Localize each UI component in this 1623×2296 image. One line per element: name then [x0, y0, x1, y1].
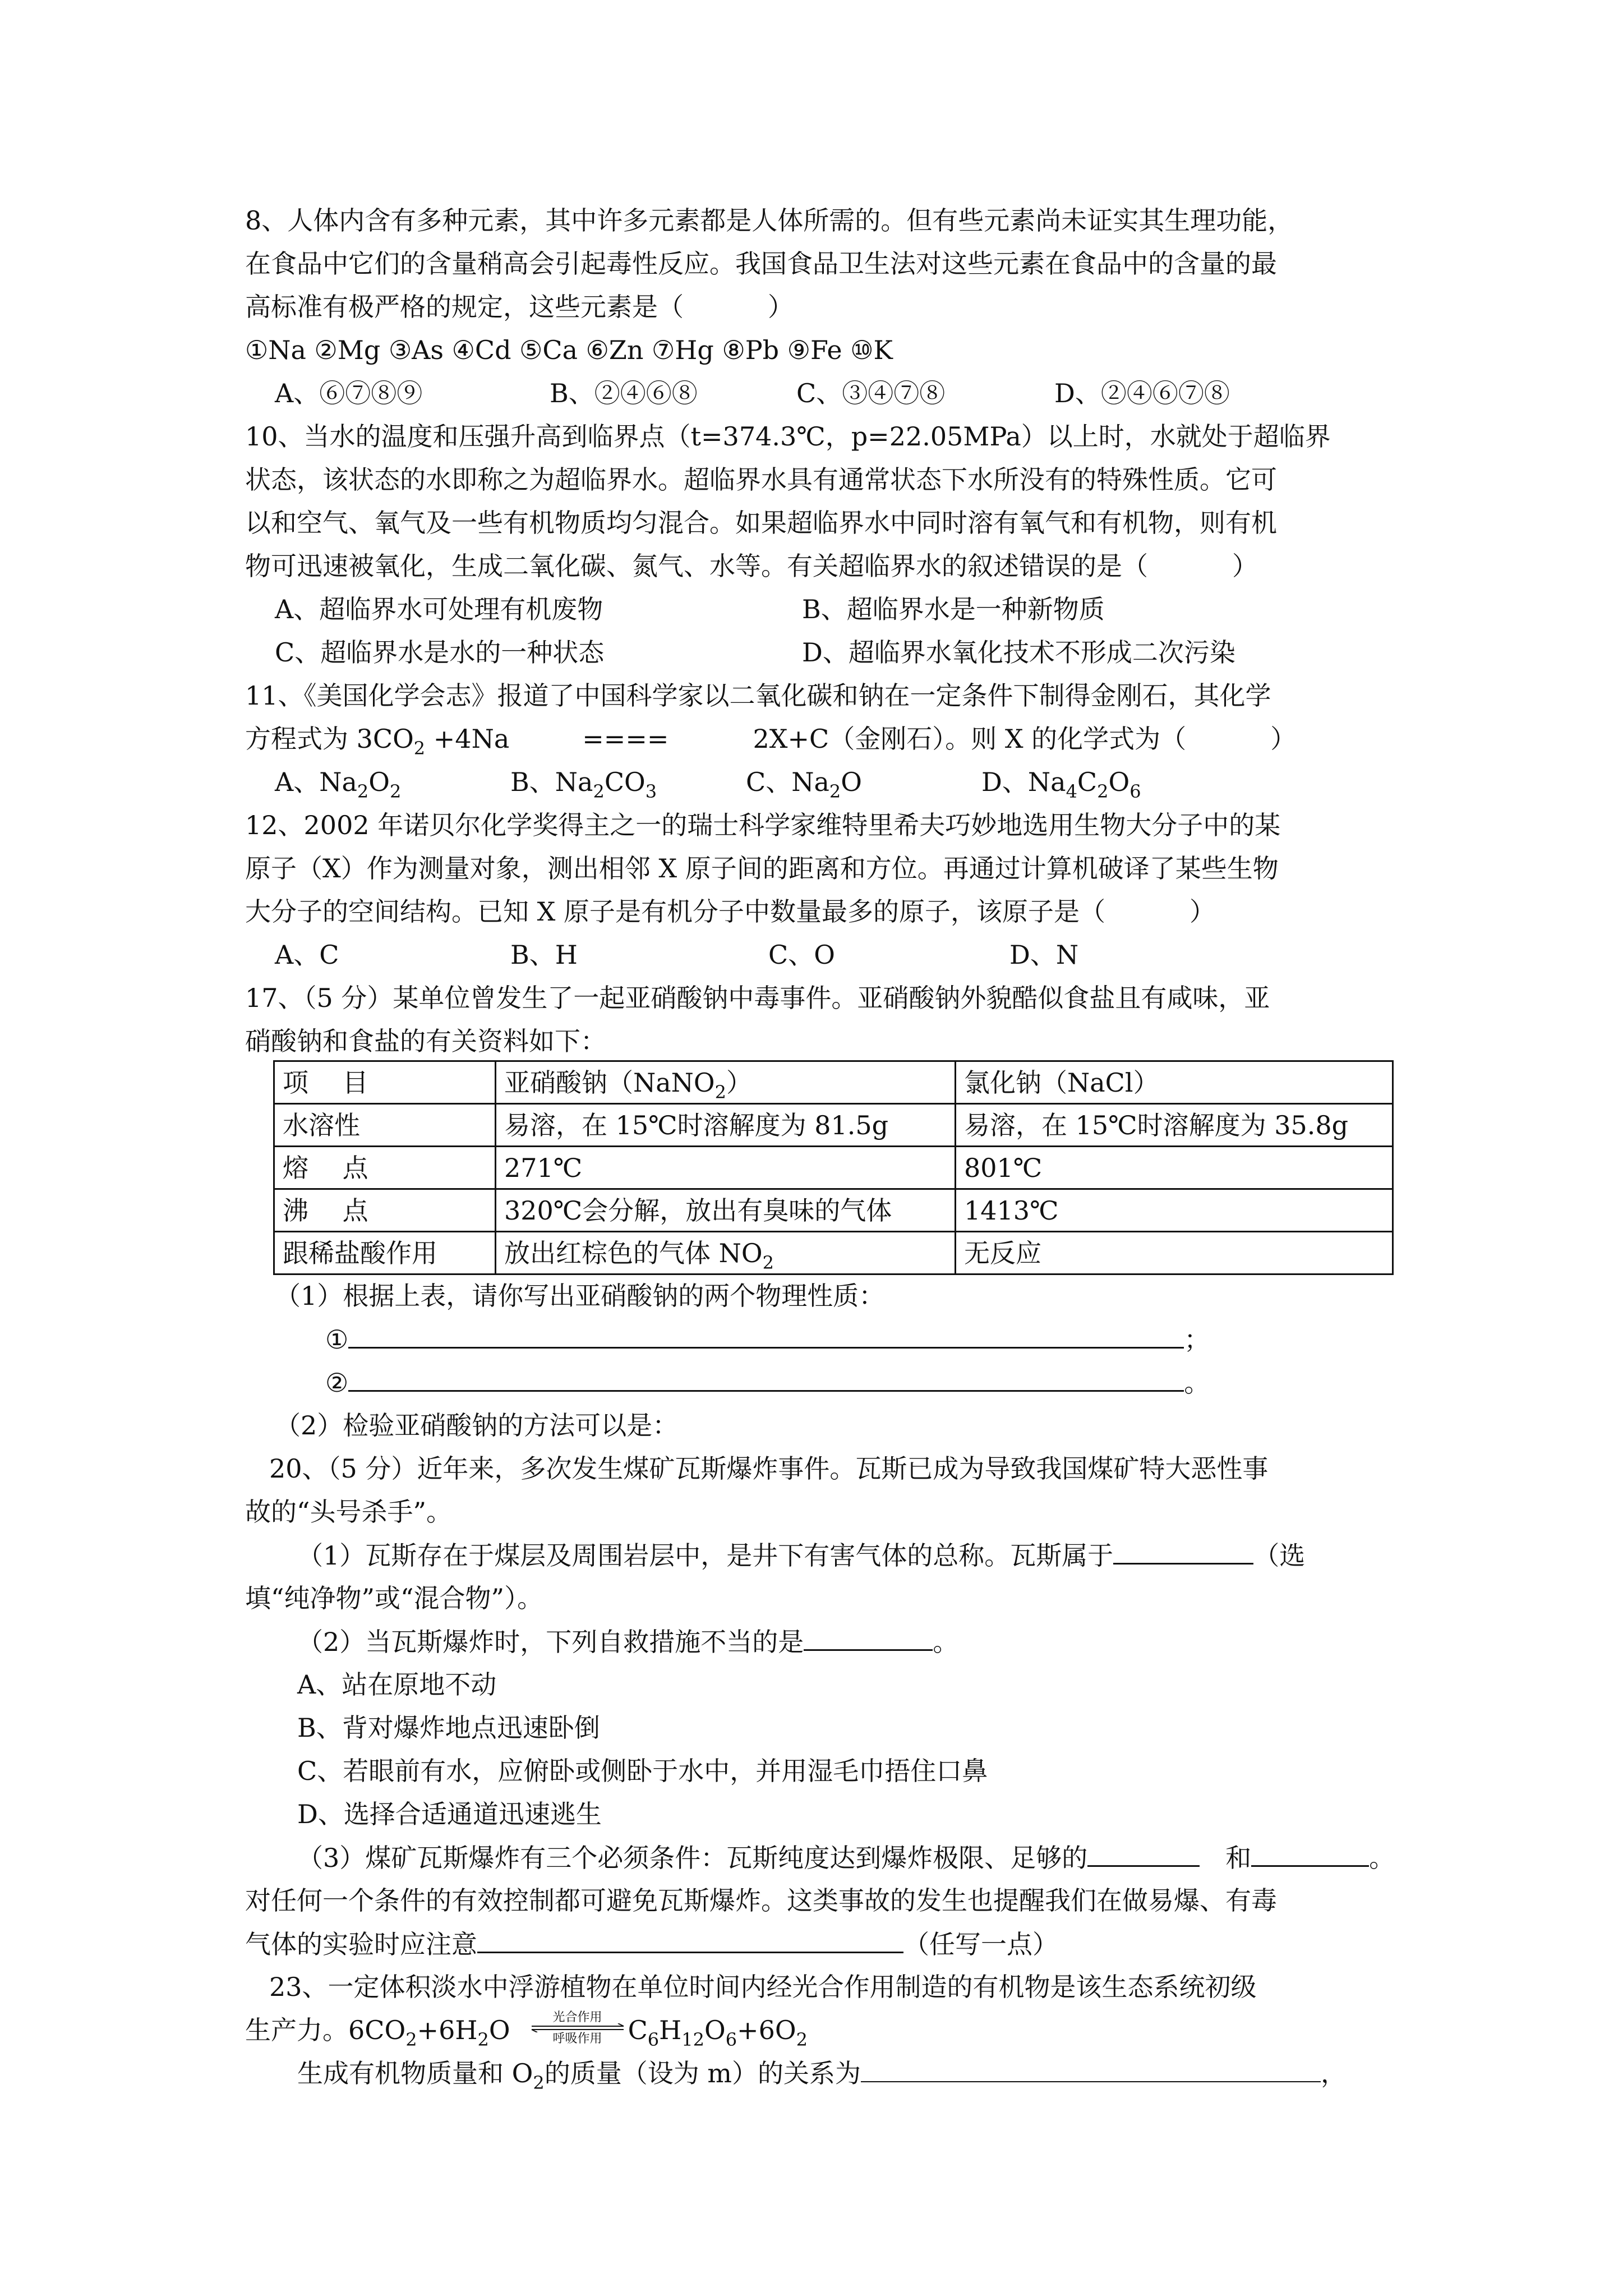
q17-blank-2 — [325, 1361, 1210, 1404]
answer-blank[interactable] — [1087, 1836, 1200, 1867]
reversible-arrow-icon: 光合作用 呼吸作用 — [527, 2011, 628, 2045]
option-d: D、选择合适通道迅速逃生 — [297, 1799, 602, 1829]
q17-sub-1: （1）根据上表，请你写出亚硝酸钠的两个物理性质： — [275, 1281, 885, 1311]
equation-product-text: 2X+C（金刚石）。则 X 的化学式为（ — [753, 724, 1187, 754]
q12-line-1: 12、2002 年诺贝尔化学奖得主之一的瑞士科学家维特里希夫巧妙地选用生物大分子中的某 — [245, 810, 1281, 840]
answer-blank[interactable] — [477, 1922, 903, 1953]
q10-line-3: 以和空气、氧气及一些有机物质均匀混合。如果超临界水中同时溶有氧气和有机物，则有机 — [245, 508, 1277, 538]
q17-line-1: 17、（5 分）某单位曾发生了一起亚硝酸钠中毒事件。亚硝酸钠外貌酷似食盐且有咸味，亚 — [245, 983, 1270, 1013]
option-d: D、②④⑥⑦⑧ — [1054, 378, 1230, 408]
q10-stem-end: 物可迅速被氧化，生成二氧化碳、氮气、水等。有关超临界水的叙述错误的是（ — [245, 551, 1148, 581]
equation-reactant-na: +4Na — [425, 724, 510, 754]
table-cell: 易溶，在 15℃时溶解度为 35.8g — [956, 1104, 1393, 1147]
q10-line-1: 10、当水的温度和压强升高到临界点（t=374.3℃，p=22.05MPa）以上时，水就处于超临界 — [245, 421, 1331, 452]
table-cell: 熔 点 — [274, 1147, 496, 1189]
table-row — [274, 1232, 1393, 1274]
table-header-row — [274, 1061, 1393, 1104]
option-b: B、H — [510, 940, 578, 970]
q20-sub-2: （2）当瓦斯爆炸时，下列自救措施不当的是 。 — [297, 1620, 958, 1663]
table-cell: 271℃ — [496, 1147, 956, 1189]
equation-equals: ==== — [582, 724, 669, 754]
option-a: A、⑥⑦⑧⑨ — [275, 378, 423, 408]
q20-line-1: 20、（5 分）近年来，多次发生煤矿瓦斯爆炸事件。瓦斯已成为导致我国煤矿特大恶性事 — [269, 1453, 1269, 1484]
q12-stem-end: 大分子的空间结构。已知 X 原子是有机分子中数量最多的原子，该原子是（ — [245, 896, 1105, 927]
q8-stem-end: 高标准有极严格的规定，这些元素是（ — [245, 292, 684, 322]
q17-sub-2: （2）检验亚硝酸钠的方法可以是： — [275, 1410, 679, 1441]
option-c: C、O — [768, 940, 835, 970]
q23-line-1: 23、一定体积淡水中浮游植物在单位时间内经光合作用制造的有机物是该生态系统初级 — [269, 1972, 1257, 2002]
option-b: B、超临界水是一种新物质 — [802, 594, 1105, 624]
q10-line-2: 状态，该状态的水即称之为超临界水。超临界水具有通常状态下水所没有的特殊性质。它可 — [245, 464, 1277, 495]
property-table — [273, 1060, 1394, 1275]
option-b: B、$Na_2CO_3$ — [510, 767, 657, 802]
q23-line-3: 生成有机物质量和 $O_2$的质量（设为 m）的关系为 ， — [297, 2052, 1347, 2095]
q11-line-2 — [245, 717, 1296, 760]
equation-reactant-co2: 方程式为 3CO — [245, 724, 414, 754]
q20-sub-3-line-3: 气体的实验时应注意 （任写一点） — [245, 1922, 1058, 1966]
q17-line-2: 硝酸钠和食盐的有关资料如下： — [245, 1026, 606, 1056]
q20-sub-3-line-2: 对任何一个条件的有效控制都可避免瓦斯爆炸。这类事故的发生也提醒我们在做易爆、有毒 — [245, 1885, 1277, 1916]
option-a: A、超临界水可处理有机废物 — [275, 594, 603, 624]
q20-sub-3: （3）煤矿瓦斯爆炸有三个必须条件：瓦斯纯度达到爆炸极限、足够的 和 。 — [297, 1836, 1395, 1879]
table-cell: 易溶，在 15℃时溶解度为 81.5g — [496, 1104, 956, 1147]
option-d: D、$Na_4C_2O_6$ — [981, 767, 1141, 802]
table-cell: 水溶性 — [274, 1104, 496, 1147]
paren-close: ） — [1232, 551, 1258, 581]
option-c: C、③④⑦⑧ — [796, 378, 946, 408]
circled-number: ② — [325, 1368, 349, 1398]
subscript: 2 — [413, 738, 426, 759]
circled-number: ① — [325, 1324, 349, 1355]
paren-close: ） — [1189, 896, 1215, 927]
q8-line-2: 在食品中它们的含量稍高会引起毒性反应。我国食品卫生法对这些元素在食品中的含量的最 — [245, 249, 1277, 279]
q8-options — [275, 372, 1230, 415]
table-cell: 沸 点 — [274, 1189, 496, 1232]
option-d: D、超临界水氧化技术不形成二次污染 — [802, 637, 1235, 668]
option-c: C、若眼前有水，应俯卧或侧卧于水中，并用湿毛巾捂住口鼻 — [297, 1756, 988, 1786]
table-row — [274, 1104, 1393, 1147]
q8-elements: ①Na ②Mg ③As ④Cd ⑤Ca ⑥Zn ⑦Hg ⑧Pb ⑨Fe ⑩K — [245, 335, 893, 365]
table-row — [274, 1147, 1393, 1189]
q17-blank-1 — [325, 1318, 1210, 1361]
q20-sub-1: （1）瓦斯存在于煤层及周围岩层中，是井下有害气体的总称。瓦斯属于 （选 — [297, 1534, 1305, 1577]
option-a: A、C — [275, 940, 339, 970]
answer-blank[interactable] — [348, 1361, 1184, 1392]
answer-blank[interactable] — [804, 1620, 933, 1651]
q20-sub-1-line-2: 填“纯净物”或“混合物”）。 — [245, 1583, 543, 1613]
q8-line-3 — [245, 286, 794, 328]
punctuation: 。 — [1184, 1368, 1210, 1398]
paren-close: ） — [1270, 724, 1297, 754]
answer-blank[interactable] — [1113, 1534, 1253, 1565]
q12-options — [275, 933, 1078, 976]
table-cell: 氯化钠（NaCl） — [956, 1061, 1393, 1104]
table-cell: 320℃会分解，放出有臭味的气体 — [496, 1189, 956, 1232]
q11-line-1: 11、《美国化学会志》报道了中国科学家以二氧化碳和钠在一定条件下制得金刚石，其化学 — [245, 680, 1271, 711]
table-cell: 项 目 — [274, 1061, 496, 1104]
table-cell: 亚硝酸钠（NaNO$_2$） — [496, 1061, 956, 1104]
punctuation: ； — [1184, 1324, 1210, 1355]
option-c: C、$Na_2O$ — [746, 767, 862, 802]
option-c: C、超临界水是水的一种状态 — [275, 637, 605, 668]
q20-line-2: 故的“头号杀手”。 — [245, 1497, 453, 1527]
q12-line-3 — [245, 890, 1215, 933]
table-cell: 801℃ — [956, 1147, 1393, 1189]
q11-options — [275, 761, 1141, 803]
option-d: D、N — [1009, 940, 1079, 970]
q10-options-row-1 — [275, 588, 1105, 631]
option-a: A、站在原地不动 — [297, 1669, 497, 1700]
option-b: B、②④⑥⑧ — [550, 378, 698, 408]
q8-line-1: 8、人体内含有多种元素，其中许多元素都是人体所需的。但有些元素尚未证实其生理功能， — [245, 205, 1294, 236]
answer-blank[interactable] — [861, 2052, 1321, 2082]
table-cell: 无反应 — [956, 1232, 1393, 1274]
q23-line-2: 生产力。$6CO_2+6H_2O$ 光合作用 呼吸作用 $C_6H_{12}O_6+6O_2$ — [245, 2010, 808, 2050]
q10-options-row-2 — [275, 631, 1235, 674]
paren-close: ） — [768, 292, 794, 322]
option-b: B、背对爆炸地点迅速卧倒 — [297, 1713, 600, 1743]
option-a: A、$Na_2O_2$ — [275, 767, 402, 802]
table-cell: 放出红棕色的气体 $NO_2$ — [496, 1232, 956, 1274]
q10-line-4 — [245, 545, 1258, 587]
answer-blank[interactable] — [348, 1318, 1184, 1349]
table-row — [274, 1189, 1393, 1232]
table-cell: 跟稀盐酸作用 — [274, 1232, 496, 1274]
answer-blank[interactable] — [1251, 1836, 1369, 1867]
table-cell: 1413℃ — [956, 1189, 1393, 1232]
q12-line-2: 原子（X）作为测量对象，测出相邻 X 原子间的距离和方位。再通过计算机破译了某些生物 — [245, 853, 1279, 884]
